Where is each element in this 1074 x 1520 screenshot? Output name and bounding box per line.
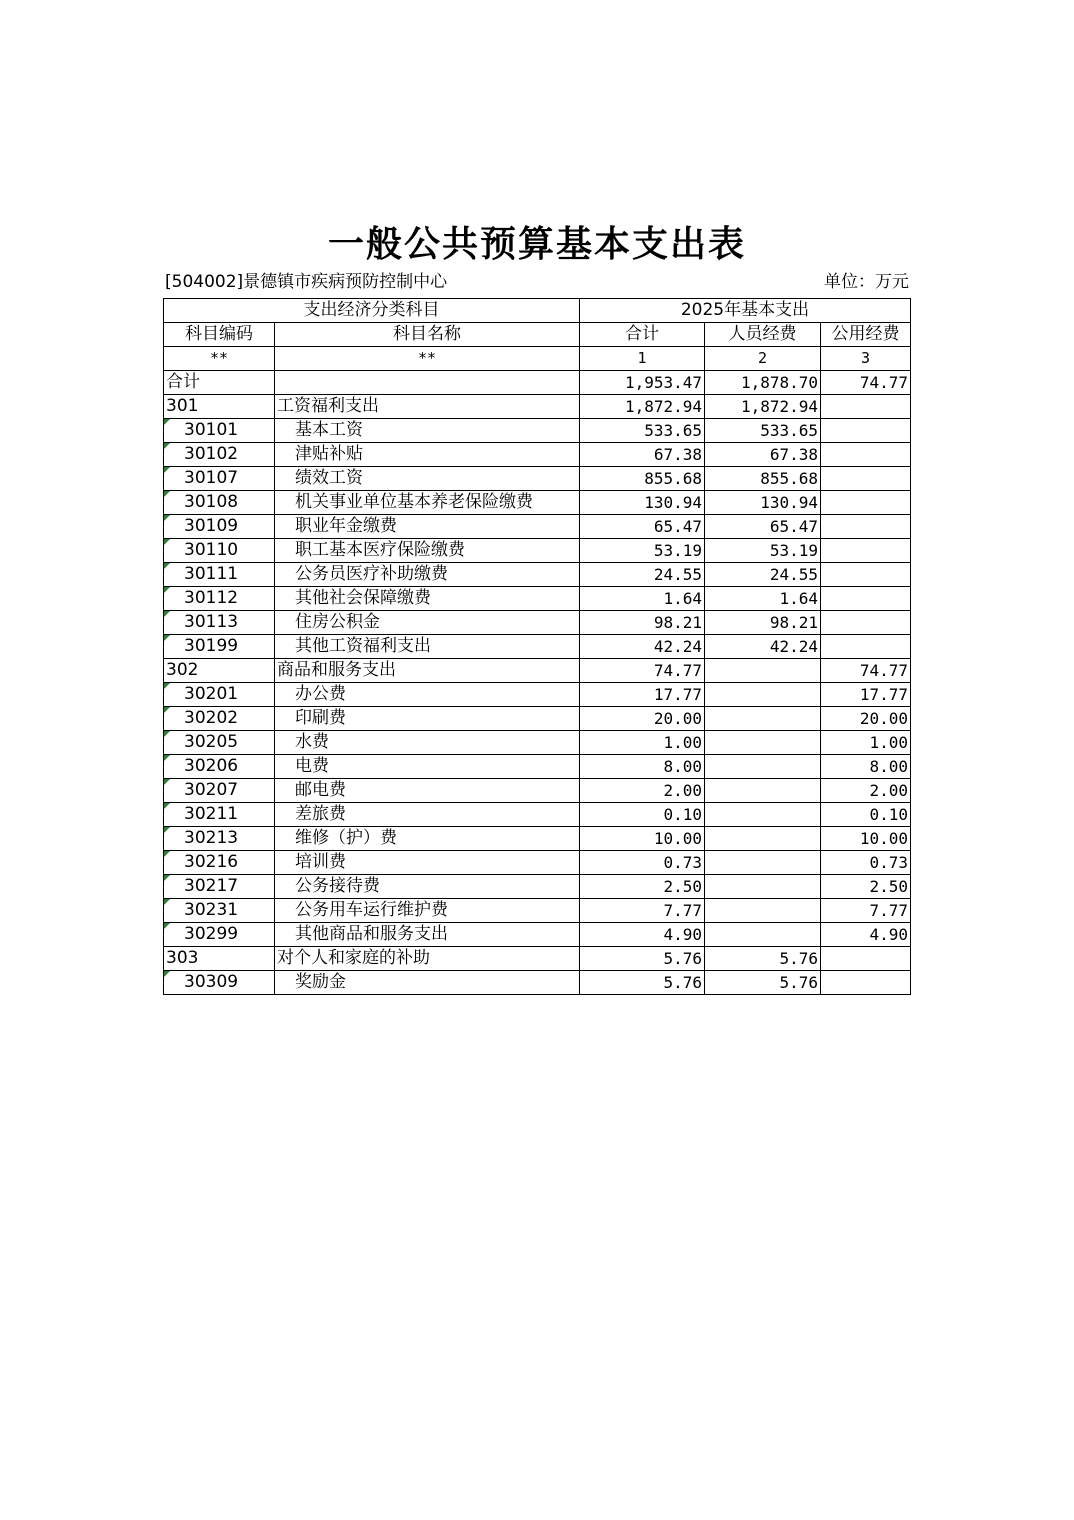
row-name: 住房公积金	[275, 611, 580, 635]
row-code-text: 30107	[184, 468, 239, 488]
row-code-text: 30205	[184, 732, 239, 752]
cell-marker-icon	[164, 731, 170, 737]
row-personnel: 53.19	[705, 539, 821, 563]
cell-marker-icon	[164, 539, 170, 545]
header-name: 科目名称	[275, 323, 580, 347]
row-code	[164, 851, 275, 875]
row-code	[164, 563, 275, 587]
row-code-text: 30108	[184, 492, 239, 512]
row-personnel	[705, 803, 821, 827]
row-code-text: 30111	[184, 564, 239, 584]
cell-marker-icon	[164, 875, 170, 881]
row-public	[821, 611, 911, 635]
row-code-text: 30113	[184, 612, 239, 632]
row-public	[821, 515, 911, 539]
row-code	[164, 779, 275, 803]
cell-marker-icon	[164, 851, 170, 857]
row-code	[164, 683, 275, 707]
table-row	[164, 371, 911, 395]
row-total: 0.10	[580, 803, 705, 827]
row-code	[164, 539, 275, 563]
row-code-text: 30101	[184, 420, 239, 440]
row-code	[164, 467, 275, 491]
row-personnel: 98.21	[705, 611, 821, 635]
table-row	[164, 611, 911, 635]
row-name: 邮电费	[275, 779, 580, 803]
cell-marker-icon	[164, 971, 170, 977]
row-public: 74.77	[821, 371, 911, 395]
row-public	[821, 443, 911, 467]
row-code	[164, 923, 275, 947]
row-name: 对个人和家庭的补助	[275, 947, 580, 971]
row-code-text: 30213	[184, 828, 239, 848]
row-personnel: 533.65	[705, 419, 821, 443]
row-code-text: 合计	[166, 372, 200, 392]
row-public	[821, 587, 911, 611]
row-total: 1,953.47	[580, 371, 705, 395]
row-code	[164, 587, 275, 611]
row-personnel	[705, 731, 821, 755]
row-name: 公务用车运行维护费	[275, 899, 580, 923]
row-code-text: 30102	[184, 444, 239, 464]
cell-marker-icon	[164, 899, 170, 905]
row-personnel	[705, 707, 821, 731]
row-total: 8.00	[580, 755, 705, 779]
cell-marker-icon	[164, 707, 170, 713]
cell-marker-icon	[164, 491, 170, 497]
row-total: 20.00	[580, 707, 705, 731]
row-personnel	[705, 875, 821, 899]
row-personnel: 24.55	[705, 563, 821, 587]
header-code: 科目编码	[164, 323, 275, 347]
row-personnel: 67.38	[705, 443, 821, 467]
row-total: 42.24	[580, 635, 705, 659]
row-total: 65.47	[580, 515, 705, 539]
row-public	[821, 419, 911, 443]
row-public: 4.90	[821, 923, 911, 947]
table-row	[164, 443, 911, 467]
row-code-text: 302	[166, 660, 199, 680]
row-total: 5.76	[580, 947, 705, 971]
row-code	[164, 635, 275, 659]
row-code-text: 30211	[184, 804, 239, 824]
row-personnel: 1,878.70	[705, 371, 821, 395]
row-name: 商品和服务支出	[275, 659, 580, 683]
table-row	[164, 395, 911, 419]
budget-table	[163, 298, 911, 995]
row-public	[821, 971, 911, 995]
row-personnel	[705, 827, 821, 851]
row-personnel: 130.94	[705, 491, 821, 515]
row-personnel: 855.68	[705, 467, 821, 491]
row-code	[164, 611, 275, 635]
row-personnel: 1.64	[705, 587, 821, 611]
row-code-text: 30216	[184, 852, 239, 872]
row-name: 维修（护）费	[275, 827, 580, 851]
row-total: 24.55	[580, 563, 705, 587]
row-personnel	[705, 683, 821, 707]
row-code-text: 30217	[184, 876, 239, 896]
row-name: 其他工资福利支出	[275, 635, 580, 659]
row-code	[164, 875, 275, 899]
table-row	[164, 875, 911, 899]
row-total: 1,872.94	[580, 395, 705, 419]
row-total: 1.64	[580, 587, 705, 611]
row-total: 7.77	[580, 899, 705, 923]
seq-public: 3	[821, 347, 911, 371]
row-public: 0.73	[821, 851, 911, 875]
table-row	[164, 803, 911, 827]
header-personnel: 人员经费	[705, 323, 821, 347]
table-row	[164, 899, 911, 923]
row-public: 7.77	[821, 899, 911, 923]
table-row	[164, 563, 911, 587]
row-name	[275, 371, 580, 395]
table-row	[164, 851, 911, 875]
row-public	[821, 467, 911, 491]
row-name: 津贴补贴	[275, 443, 580, 467]
table-row	[164, 539, 911, 563]
row-public	[821, 395, 911, 419]
row-total: 2.50	[580, 875, 705, 899]
row-public	[821, 635, 911, 659]
row-name: 印刷费	[275, 707, 580, 731]
row-code-text: 301	[166, 396, 199, 416]
row-name: 公务接待费	[275, 875, 580, 899]
organization-label: [504002]景德镇市疾病预防控制中心	[165, 272, 448, 292]
row-public: 17.77	[821, 683, 911, 707]
table-row	[164, 947, 911, 971]
row-public	[821, 491, 911, 515]
row-public: 2.50	[821, 875, 911, 899]
row-code	[164, 731, 275, 755]
row-personnel	[705, 923, 821, 947]
cell-marker-icon	[164, 923, 170, 929]
row-public: 0.10	[821, 803, 911, 827]
row-total: 130.94	[580, 491, 705, 515]
row-code	[164, 827, 275, 851]
table-row	[164, 683, 911, 707]
row-name: 工资福利支出	[275, 395, 580, 419]
row-name: 职工基本医疗保险缴费	[275, 539, 580, 563]
row-total: 4.90	[580, 923, 705, 947]
cell-marker-icon	[164, 515, 170, 521]
row-code-text: 30231	[184, 900, 239, 920]
row-public	[821, 563, 911, 587]
row-public	[821, 947, 911, 971]
table-row	[164, 419, 911, 443]
row-name: 办公费	[275, 683, 580, 707]
row-code	[164, 443, 275, 467]
row-personnel	[705, 851, 821, 875]
row-name: 其他社会保障缴费	[275, 587, 580, 611]
row-code	[164, 659, 275, 683]
row-public: 8.00	[821, 755, 911, 779]
row-name: 电费	[275, 755, 580, 779]
subtitle-line	[165, 270, 909, 294]
row-total: 74.77	[580, 659, 705, 683]
row-personnel	[705, 899, 821, 923]
row-public: 20.00	[821, 707, 911, 731]
seq-code: **	[164, 347, 275, 371]
table-row	[164, 731, 911, 755]
row-public: 2.00	[821, 779, 911, 803]
header-row-seq	[164, 347, 911, 371]
row-code-text: 30206	[184, 756, 239, 776]
header-basic-expenditure: 2025年基本支出	[580, 299, 911, 323]
cell-marker-icon	[164, 587, 170, 593]
table-row	[164, 827, 911, 851]
cell-marker-icon	[164, 563, 170, 569]
seq-personnel: 2	[705, 347, 821, 371]
cell-marker-icon	[164, 443, 170, 449]
cell-marker-icon	[164, 827, 170, 833]
header-economic-classification: 支出经济分类科目	[164, 299, 580, 323]
row-code-text: 30299	[184, 924, 239, 944]
cell-marker-icon	[164, 779, 170, 785]
row-code	[164, 491, 275, 515]
row-name: 水费	[275, 731, 580, 755]
row-public: 74.77	[821, 659, 911, 683]
header-row-group	[164, 299, 911, 323]
row-total: 98.21	[580, 611, 705, 635]
row-name: 奖励金	[275, 971, 580, 995]
row-total: 5.76	[580, 971, 705, 995]
row-personnel: 5.76	[705, 947, 821, 971]
header-total: 合计	[580, 323, 705, 347]
row-total: 17.77	[580, 683, 705, 707]
row-personnel	[705, 755, 821, 779]
table-body	[164, 371, 911, 995]
row-personnel	[705, 779, 821, 803]
row-code	[164, 803, 275, 827]
table-row	[164, 587, 911, 611]
row-code-text: 30207	[184, 780, 239, 800]
row-name: 公务员医疗补助缴费	[275, 563, 580, 587]
cell-marker-icon	[164, 419, 170, 425]
row-total: 533.65	[580, 419, 705, 443]
table-row	[164, 515, 911, 539]
row-total: 67.38	[580, 443, 705, 467]
row-total: 1.00	[580, 731, 705, 755]
row-name: 绩效工资	[275, 467, 580, 491]
row-code	[164, 515, 275, 539]
table-row	[164, 491, 911, 515]
row-total: 53.19	[580, 539, 705, 563]
cell-marker-icon	[164, 611, 170, 617]
row-code	[164, 371, 275, 395]
table-row	[164, 923, 911, 947]
row-name: 其他商品和服务支出	[275, 923, 580, 947]
row-code	[164, 899, 275, 923]
row-personnel: 65.47	[705, 515, 821, 539]
row-code-text: 30110	[184, 540, 239, 560]
table-row	[164, 659, 911, 683]
row-name: 培训费	[275, 851, 580, 875]
row-code-text: 30202	[184, 708, 239, 728]
row-code-text: 303	[166, 948, 199, 968]
cell-marker-icon	[164, 635, 170, 641]
seq-total: 1	[580, 347, 705, 371]
row-name: 职业年金缴费	[275, 515, 580, 539]
cell-marker-icon	[164, 803, 170, 809]
header-public: 公用经费	[821, 323, 911, 347]
row-total: 855.68	[580, 467, 705, 491]
row-total: 10.00	[580, 827, 705, 851]
row-code	[164, 947, 275, 971]
unit-label: 单位：万元	[824, 272, 909, 292]
page-title: 一般公共预算基本支出表	[327, 223, 746, 265]
table-row	[164, 971, 911, 995]
row-public	[821, 539, 911, 563]
table-row	[164, 779, 911, 803]
header-row-columns	[164, 323, 911, 347]
row-public: 10.00	[821, 827, 911, 851]
row-code-text: 30201	[184, 684, 239, 704]
table-row	[164, 635, 911, 659]
row-code-text: 30109	[184, 516, 239, 536]
table-row	[164, 707, 911, 731]
row-code	[164, 395, 275, 419]
row-personnel: 5.76	[705, 971, 821, 995]
cell-marker-icon	[164, 683, 170, 689]
row-name: 基本工资	[275, 419, 580, 443]
row-name: 差旅费	[275, 803, 580, 827]
seq-name: **	[275, 347, 580, 371]
row-code-text: 30199	[184, 636, 239, 656]
row-name: 机关事业单位基本养老保险缴费	[275, 491, 580, 515]
row-total: 2.00	[580, 779, 705, 803]
row-total: 0.73	[580, 851, 705, 875]
row-code	[164, 971, 275, 995]
row-personnel	[705, 659, 821, 683]
cell-marker-icon	[164, 755, 170, 761]
row-code-text: 30112	[184, 588, 239, 608]
row-code	[164, 419, 275, 443]
cell-marker-icon	[164, 467, 170, 473]
table-row	[164, 467, 911, 491]
row-personnel: 1,872.94	[705, 395, 821, 419]
table-row	[164, 755, 911, 779]
row-code-text: 30309	[184, 972, 239, 992]
row-code	[164, 707, 275, 731]
row-personnel: 42.24	[705, 635, 821, 659]
row-public: 1.00	[821, 731, 911, 755]
row-code	[164, 755, 275, 779]
